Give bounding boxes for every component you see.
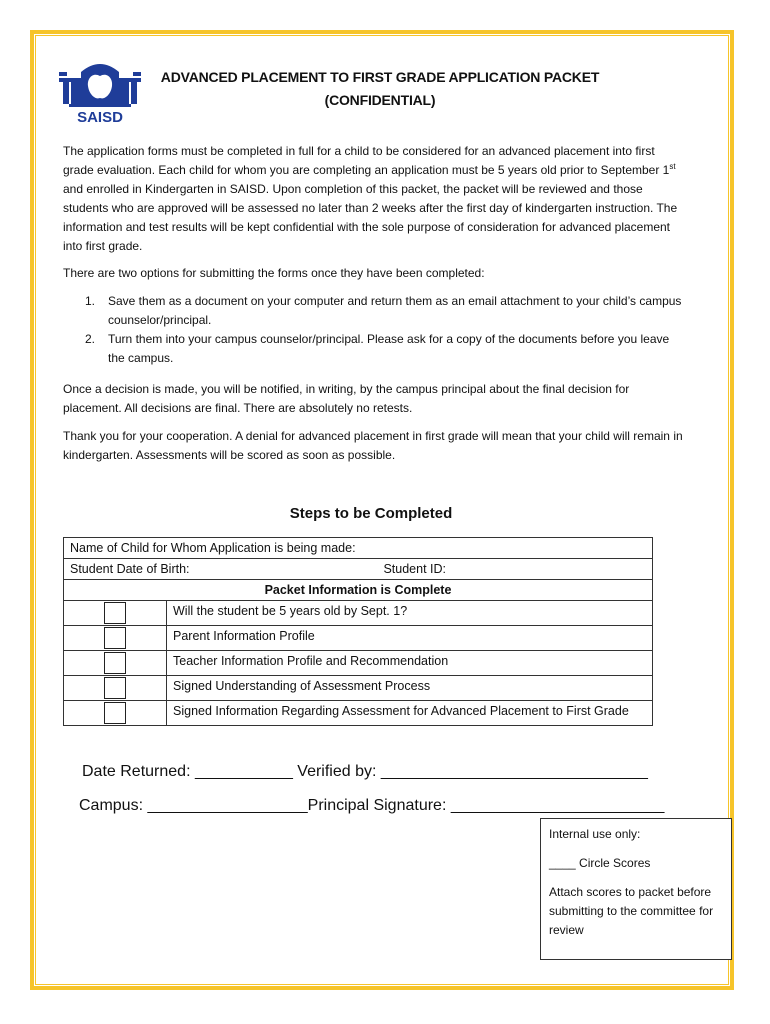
checkbox-assessment-info[interactable]: [104, 702, 126, 724]
table-row: [64, 580, 653, 601]
child-name-field[interactable]: Name of Child for Whom Application is being made:: [64, 538, 653, 559]
campus-signature-line[interactable]: Campus: __________________Principal Signature: ________________________: [79, 797, 665, 814]
attach-note: Attach scores to packet before submitting to the committee for review: [549, 885, 714, 937]
title-line-2: (CONFIDENTIAL): [324, 92, 436, 108]
list-text: Turn them into your campus counselor/principal. Please ask for a copy of the documents before you leave the campus.: [108, 332, 670, 365]
table-row: [64, 559, 653, 580]
checkbox-cell: [64, 676, 167, 701]
list-item: [63, 292, 683, 330]
date-verified-line[interactable]: Date Returned: ___________ Verified by: ______________________________: [82, 763, 648, 780]
dob-id-row: [64, 559, 653, 580]
table-row: [64, 626, 653, 651]
table-row: [64, 676, 653, 701]
dob-field[interactable]: Student Date of Birth:: [70, 562, 190, 576]
checkbox-teacher-profile[interactable]: [104, 652, 126, 674]
checkbox-cell: [64, 626, 167, 651]
page-title: [140, 66, 620, 112]
decision-paragraph: Once a decision is made, you will be notified, in writing, by the campus principal about the final decision for placement. All decisions are final. There are absolutely no retests.: [63, 382, 630, 415]
checkbox-understanding[interactable]: [104, 677, 126, 699]
circle-scores: ____ Circle Scores: [549, 856, 651, 870]
list-item: [63, 330, 683, 368]
internal-heading: Internal use only:: [549, 827, 641, 841]
item-label: Teacher Information Profile and Recommendation: [167, 651, 653, 676]
checkbox-cell: [64, 701, 167, 726]
checkbox-cell: [64, 651, 167, 676]
item-label: Signed Information Regarding Assessment for Advanced Placement to First Grade: [167, 701, 653, 726]
list-text: Save them as a document on your computer and return them as an email attachment to your child’s campus counselor/principal.: [108, 294, 682, 327]
item-label: Parent Information Profile: [167, 626, 653, 651]
title-line-1: ADVANCED PLACEMENT TO FIRST GRADE APPLICATION PACKET: [160, 69, 600, 85]
checkbox-cell: [64, 601, 167, 626]
item-label: Signed Understanding of Assessment Process: [167, 676, 653, 701]
logo-text: SAISD: [77, 109, 123, 126]
steps-title: Steps to be Completed: [289, 505, 453, 522]
options-intro: There are two options for submitting the forms once they have been completed:: [63, 266, 485, 280]
student-id-field[interactable]: Student ID:: [383, 562, 446, 576]
packet-header: Packet Information is Complete: [64, 580, 653, 601]
steps-table: [63, 537, 653, 726]
list-number: 1.: [85, 294, 96, 308]
options-list: [63, 292, 683, 368]
table-row: [64, 538, 653, 559]
internal-use-box: [540, 818, 732, 960]
thanks-paragraph: Thank you for your cooperation. A denial for advanced placement in first grade will mean that your child will remain in kindergarten. Assessments will be scored as soon as possible.: [63, 429, 683, 462]
table-row: [64, 601, 653, 626]
checkbox-age[interactable]: [104, 602, 126, 624]
saisd-logo: [57, 58, 143, 126]
checkbox-parent-profile[interactable]: [104, 627, 126, 649]
intro-superscript: st: [669, 162, 676, 171]
intro-text-a: The application forms must be completed in full for a child to be considered for an advanced placement into first grade evaluation. Each child for whom you are completing an application must be 5 years old prior to September 1: [63, 144, 670, 177]
item-label: Will the student be 5 years old by Sept. 1?: [167, 601, 653, 626]
intro-text-b: and enrolled in Kindergarten in SAISD. Upon completion of this packet, the packet will be reviewed and those students who are approved will be assessed no later than 2 weeks after the first day of kindergarten instruction. The information and test results will be kept confidential with the sole purpose of consideration for advanced placement into first grade.: [63, 182, 678, 253]
table-row: [64, 651, 653, 676]
table-row: [64, 701, 653, 726]
list-number: 2.: [85, 332, 96, 346]
intro-paragraph: [63, 142, 683, 256]
